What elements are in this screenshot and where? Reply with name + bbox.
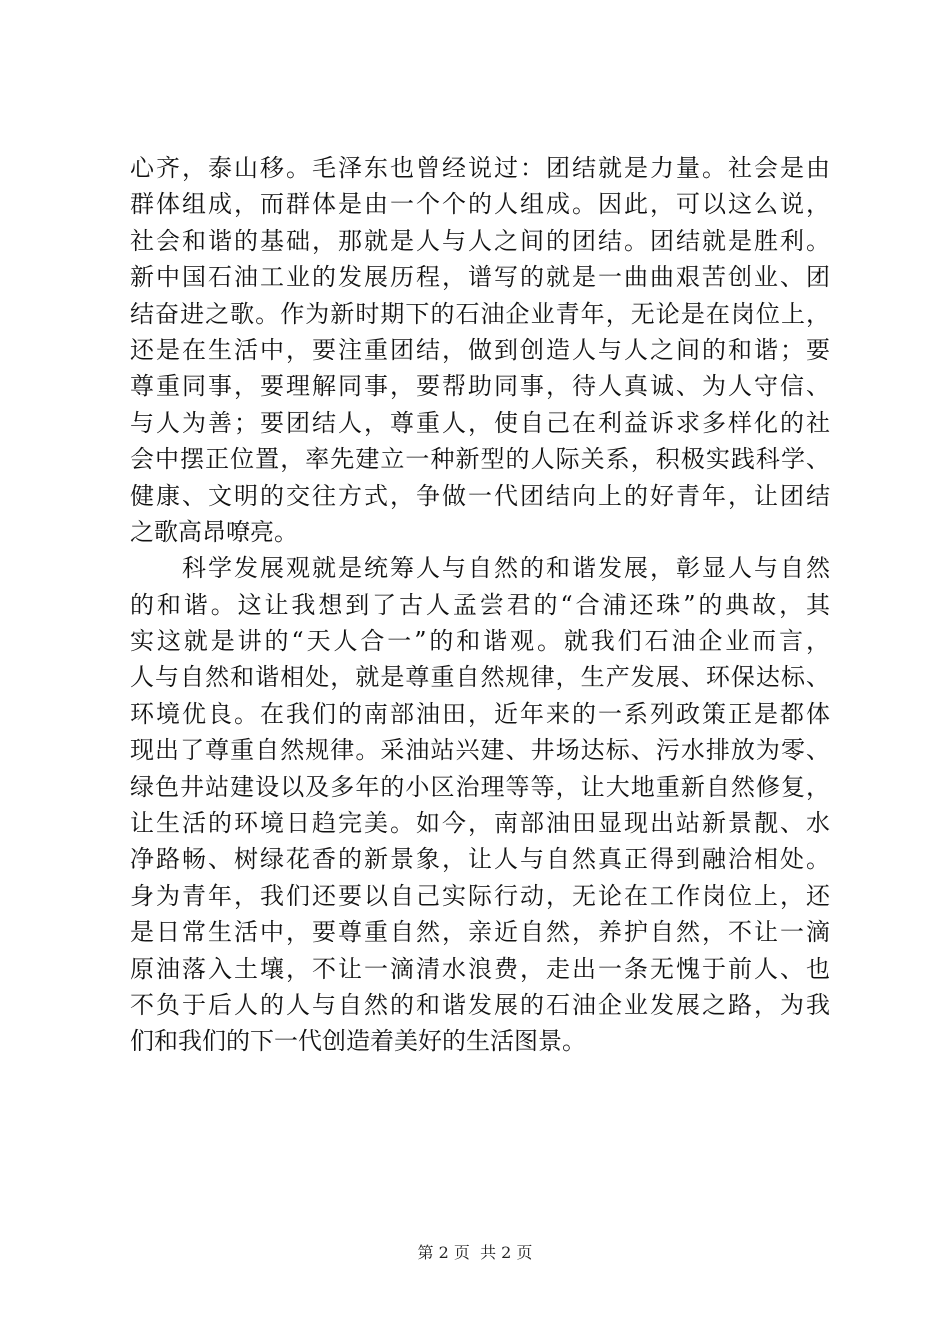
page-footer (0, 1243, 950, 1263)
text-line: 身为青年，我们还要以自己实际行动，无论在工作岗位上，还 (130, 881, 830, 910)
body-text (130, 150, 830, 1060)
text-line: 原油落入土壤，不让一滴清水浪费，走出一条无愧于前人、也 (130, 954, 830, 983)
text-line: 实这就是讲的“天人合一”的和谐观。就我们石油企业而言， (130, 627, 830, 656)
text-line: 心齐，泰山移。毛泽东也曾经说过：团结就是力量。社会是由 (130, 154, 830, 182)
text-line: 群体组成，而群体是由一个个的人组成。因此，可以这么说， (130, 190, 830, 219)
text-line-paragraph-end: 们和我们的下一代创造着美好的生活图景。 (130, 1027, 586, 1056)
text-line: 与人为善；要团结人，尊重人，使自己在利益诉求多样化的社 (130, 408, 830, 437)
text-line: 还是在生活中，要注重团结，做到创造人与人之间的和谐；要 (130, 335, 830, 364)
text-line: 绿色井站建设以及多年的小区治理等等，让大地重新自然修复， (130, 772, 830, 801)
text-line: 结奋进之歌。作为新时期下的石油企业青年，无论是在岗位上， (130, 299, 830, 328)
text-line: 新中国石油工业的发展历程，谱写的就是一曲曲艰苦创业、团 (130, 263, 830, 292)
text-line: 环境优良。在我们的南部油田，近年来的一系列政策正是都体 (130, 699, 830, 728)
text-line-paragraph-end: 之歌高昂嘹亮。 (130, 517, 298, 546)
text-line: 科学发展观就是统筹人与自然的和谐发展，彰显人与自然 (130, 554, 830, 583)
text-line: 是日常生活中，要尊重自然，亲近自然，养护自然，不让一滴 (130, 918, 830, 947)
text-line: 人与自然和谐相处，就是尊重自然规律，生产发展、环保达标、 (130, 663, 830, 692)
text-line: 健康、文明的交往方式，争做一代团结向上的好青年，让团结 (130, 481, 830, 510)
page-number-label: 第 2 页 共 2 页 (417, 1243, 533, 1262)
text-line: 净路畅、树绿花香的新景象，让人与自然真正得到融洽相处。 (130, 845, 830, 874)
text-line: 现出了尊重自然规律。采油站兴建、井场达标、污水排放为零、 (130, 736, 830, 765)
text-line: 的和谐。这让我想到了古人孟尝君的“合浦还珠”的典故，其 (130, 590, 830, 619)
text-line: 会中摆正位置，率先建立一种新型的人际关系，积极实践科学、 (130, 445, 830, 474)
text-line: 让生活的环境日趋完美。如今，南部油田显现出站新景靓、水 (130, 809, 830, 838)
text-line: 社会和谐的基础，那就是人与人之间的团结。团结就是胜利。 (130, 226, 830, 255)
text-line: 不负于后人的人与自然的和谐发展的石油企业发展之路，为我 (130, 990, 830, 1019)
text-line: 尊重同事，要理解同事，要帮助同事，待人真诚、为人守信、 (130, 372, 830, 401)
